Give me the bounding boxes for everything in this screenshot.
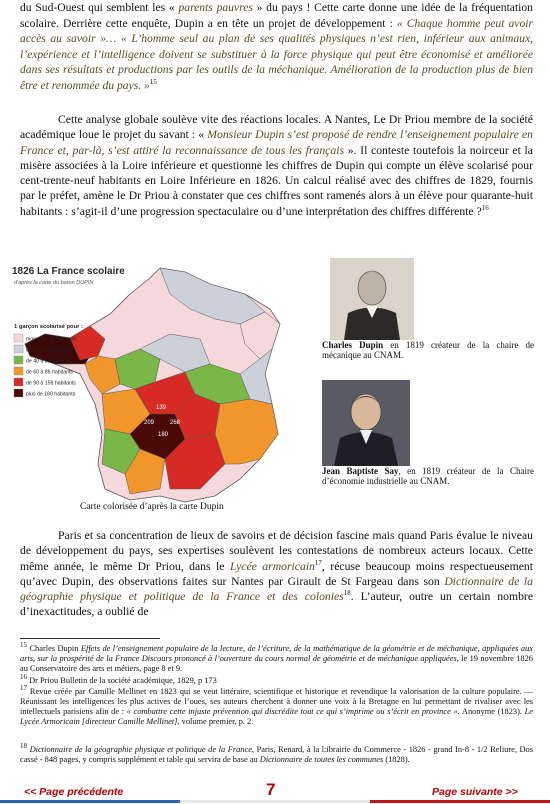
footer-bar-blue (0, 800, 180, 803)
footnote-15 (20, 641, 533, 674)
map-subtitle: d'après la carte du baron DUPIN (14, 280, 94, 286)
intro-text: du Sud-Ouest qui semblent les « (20, 1, 179, 14)
legend-label: de 60 à 89 habitants (26, 369, 74, 376)
analysis-quote: Monsieur Dupin s’est proposé de rendre l’enseignement populaire en France et, par-là, s’est attiré la reconnaissance de tous les français (20, 128, 534, 157)
footnote-17-title: Le Lycée Armoricain [directeur Camille Mellinet] (20, 707, 533, 726)
footnote-15-text: Charles Dupin (27, 644, 81, 653)
legend-title: 1 garçon scolarisé pour : (14, 324, 83, 330)
legend-label: de 40 à 59 habitants (26, 358, 74, 365)
france-school-map (10, 264, 310, 514)
footnote-18-title: Dictionnaire de la géographie physique et politique de la France (27, 745, 252, 754)
paris-emphasis-dictionnaire: Dictionnaire de la géographie physique et politique de la France et des colonies (20, 574, 533, 604)
footnote-17 (20, 684, 533, 727)
legend-label: moins de 20 habitants (26, 336, 77, 343)
caption-say (322, 466, 534, 487)
intro-text-2: » du pays ! Cette carte donne une idée de la fréquentation scolaire. Derrière cette enquête, Dupin a en tête un projet de développement : (20, 1, 533, 30)
caption-dupin-text: en 1819 créateur de la chaire de mécanique au CNAM. (322, 340, 535, 361)
next-page-link[interactable]: Page suivante >> (432, 786, 518, 798)
legend-label: de 20 à 39 habitants (26, 347, 74, 354)
footnote-17-text: Revue créée par Camille Mellinet en 1823 qui se veut littéraire, scientifique et historique et revendique la valorisation de la culture populaire. — Réunissant les intelligences les plus actives de l’oues, ses auteurs cherchent à donner une voix à la Bretagne en lui permettant de rivaliser avec les intellectuels parisiens afin de : (20, 687, 533, 716)
footnote-ref-16[interactable]: 16 (481, 203, 489, 212)
paragraph-paris (20, 528, 533, 620)
map-label-180: 180 (158, 432, 169, 438)
paragraph-analysis (20, 112, 533, 219)
footnote-18-number: 18 (20, 742, 27, 751)
footnote-17-number: 17 (20, 684, 27, 693)
map-title: 1826 La France scolaire (12, 266, 125, 277)
caption-say-text: , en 1819 créateur de la Chaire d’économie industrielle au CNAM. (322, 466, 534, 487)
analysis-text-2: ». Il conteste toutefois la noirceur et la misère associées à la Loire inférieure et questionne les chiffres de Dupin qui compte un élève scolarisé pour cent-trente-neuf habitants en Loire Inférieure en 1826. Un calcul réalisé avec des chiffres de 1829, fournis par le préfet, amène le Dr Priou à constater que ces chiffres sont ramenés alors à un élève pour quarante-huit habitants : s’agit-il d’une progression spectaculaire ou d’une interprétation des chiffres différente ? (20, 143, 533, 218)
caption-dupin-name: Charles Dupin (322, 340, 384, 350)
footnote-15-number: 15 (20, 641, 27, 650)
page-number: 7 (266, 780, 276, 799)
intro-emphasis: parents pauvres (178, 1, 253, 14)
caption-dupin (322, 340, 534, 361)
paris-text-3: . L’auteur, outre un certain nombre d’inexactitudes, a oublié de (20, 590, 534, 619)
caption-say-name: Jean Baptiste Say (322, 466, 399, 476)
footnote-16-text: Dr Priou Bulletin de la société académique, 1829, p 173 (27, 676, 217, 685)
paris-text-2: , récuse beaucoup moins respectueusement qu’avec Dupin, des observations faites sur Nantes par Girault de St Fargeau dans son (20, 559, 533, 588)
map-label-139: 139 (156, 405, 167, 411)
footnote-ref-17[interactable]: 17 (314, 558, 322, 567)
legend-swatch (14, 345, 23, 353)
footnote-17-text-3: , volume premier, p. 2. (177, 717, 254, 726)
footnote-divider (20, 638, 160, 639)
footer-bar-red (370, 800, 550, 803)
paris-text: Paris et sa concentration de lieux de savoirs et de décision fascine mais quand Paris évalue le niveau de développement du pays, ses expertises soulèvent les contestations de nombreux acteurs locaux. Cette même année, le même Dr Priou, dans le (20, 529, 533, 573)
legend-label: plus de 180 habitants (26, 391, 76, 398)
footnote-18-text-2: (1828). (383, 755, 410, 764)
footnote-15-title: Effets de l’enseignement populaire de la lecture, de l’écriture, de la mathématique de la géométrie et de méchanique, appliquées aux arts, sur la prospérité de la France Discours prononcé à l’ouverture du cours normal de géométrie et de méchanique appliquées (20, 644, 533, 663)
map-label-209: 209 (144, 420, 155, 426)
intro-quote: « Chaque homme peut avoir accès au savoir »… « L’homme seul au plan de ses qualités physiques n’est rien, inférieur aux animaux, l’expérience et l’intelligence doivent se substituer à la force physique qui peut être économisé et améliorée dans ses résultats et productions par les outils de la méchanique. Amélioration de la production plus de bien être et renommée du pays. » (20, 16, 533, 92)
map-label-268: 268 (170, 420, 181, 426)
footnote-15-text-2: , le 19 novembre 1826 au Conservatoire des arts et métiers, page 8 et 9. (20, 654, 533, 673)
footnote-17-text-2: Anonyme (1823). (459, 707, 525, 716)
legend-swatch (14, 378, 23, 386)
previous-page-link[interactable]: << Page précédente (24, 786, 124, 798)
paragraph-intro (20, 0, 533, 94)
legend-swatch (14, 367, 23, 375)
footnote-17-quote: « combattre cette injuste prévention qui discrédite tout ce qui s’imprime ou s’écrit en province ». (126, 707, 460, 716)
footnote-16 (20, 673, 533, 686)
footnote-18-title-2: Dictionnaire de toutes les communes (259, 755, 384, 764)
jean-baptiste-say-portrait (322, 380, 410, 466)
legend-swatch (14, 356, 23, 364)
paris-emphasis-lycee: Lycée armoricain (229, 559, 315, 573)
footer-bar-white (180, 800, 370, 803)
footnote-18 (20, 742, 533, 765)
footnote-18-text: , Paris, Renard, à la l:ibrairie du Commerce - 1826 - grand In-8 - 1/2 Reliure, Dos cassé - 848 pages, y compris supplément et table qui servira de base au (20, 745, 533, 764)
legend-swatch (14, 334, 23, 342)
footnote-ref-18[interactable]: 18 (343, 589, 351, 598)
footnote-ref-15[interactable]: 15 (149, 78, 157, 87)
map-caption: Carte colorisée d’après la carte Dupin (80, 502, 224, 512)
footnote-16-number: 16 (20, 673, 27, 682)
legend-label: de 90 à 159 habitants (26, 380, 76, 387)
analysis-text: Cette analyse globale soulève vite des réactions locales. A Nantes, Le Dr Priou membre de la société académique loue le projet du savant : « (20, 113, 533, 142)
charles-dupin-portrait (330, 258, 414, 340)
legend-swatch (14, 389, 23, 397)
